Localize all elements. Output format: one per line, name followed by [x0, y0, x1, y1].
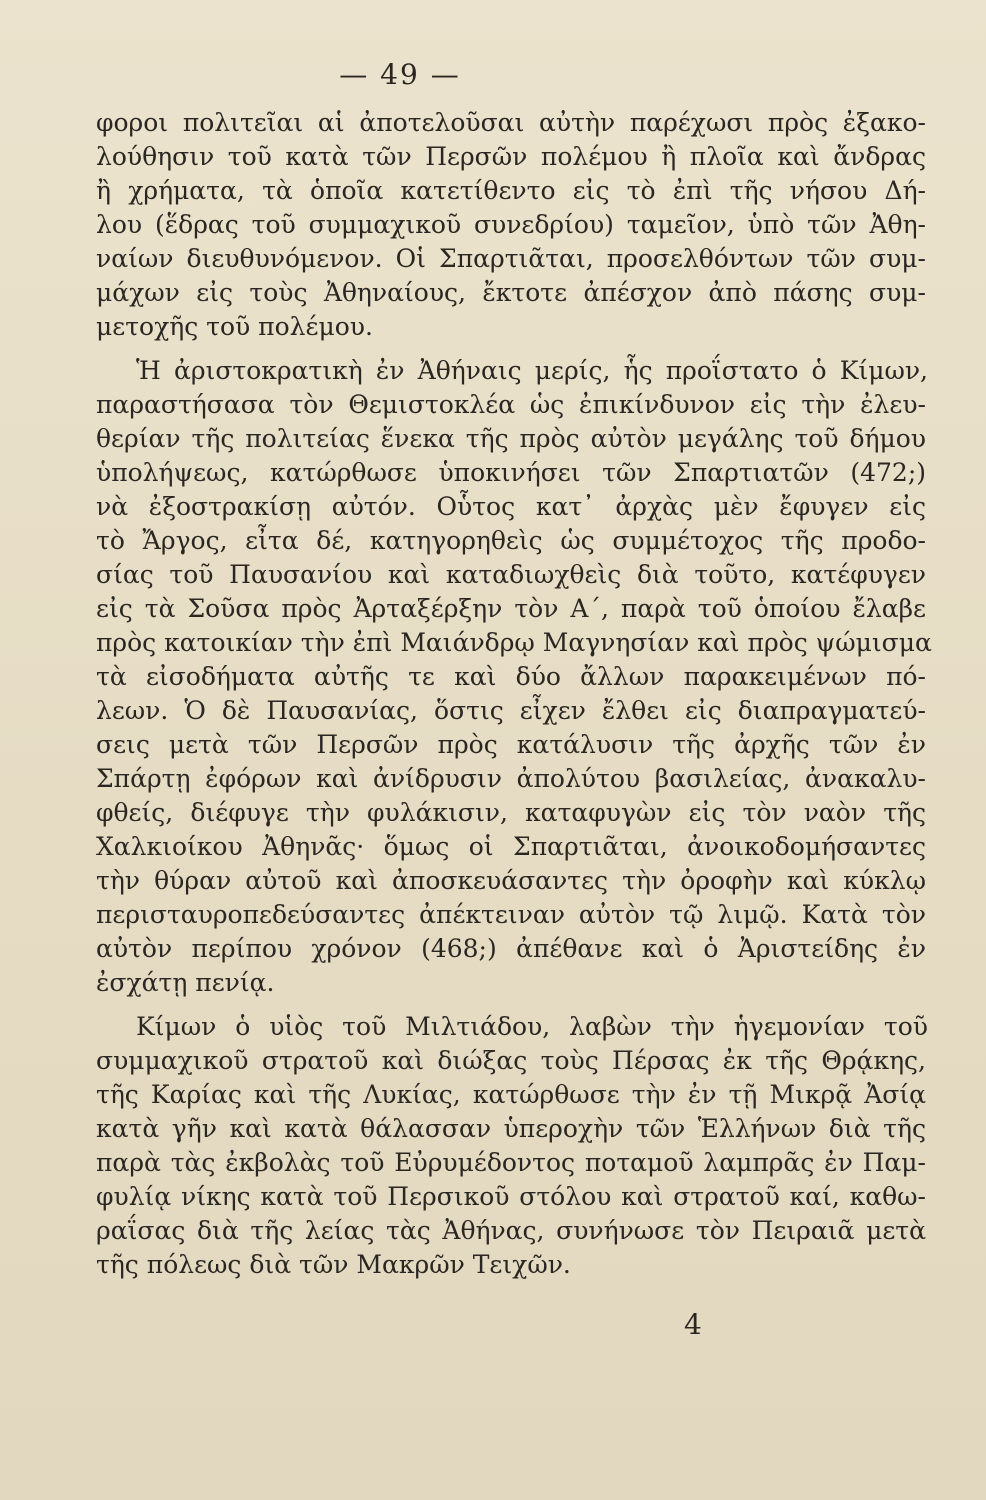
text-line: Σπάρτῃ ἐφόρων καὶ ἀνίδρυσιν ἀπολύτου βασιλείας, ἀνακαλυ- — [96, 764, 926, 793]
text-line: ραΐσας διὰ τῆς λείας τὰς Ἀθήνας, συνήνωσε τὸν Πειραιᾶ μετὰ — [96, 1216, 926, 1245]
text-line: ἐσχάτῃ πενίᾳ. — [96, 968, 275, 997]
text-line: ὑπολήψεως, κατώρθωσε ὑποκινήσει τῶν Σπαρτιατῶν (472;) — [96, 458, 926, 487]
text-line: σεις μετὰ τῶν Περσῶν πρὸς κατάλυσιν τῆς ἀρχῆς τῶν ἐν — [96, 730, 926, 759]
text-line: μάχων εἰς τοὺς Ἀθηναίους, ἔκτοτε ἀπέσχον ἀπὸ πάσης συμ- — [96, 278, 926, 307]
text-line: συμμαχικοῦ στρατοῦ καὶ διώξας τοὺς Πέρσας ἐκ τῆς Θρᾴκης, — [96, 1046, 926, 1075]
page-number: — 49 — — [339, 58, 461, 91]
text-line: λεων. Ὁ δὲ Παυσανίας, ὅστις εἶχεν ἔλθει εἰς διαπραγματεύ- — [96, 696, 926, 725]
text-line: φθείς, διέφυγε τὴν φυλάκισιν, καταφυγὼν εἰς τὸν ναὸν τῆς — [96, 798, 926, 827]
text-line: θερίαν τῆς πολιτείας ἕνεκα τῆς πρὸς αὐτὸν μεγάλης τοῦ δήμου — [96, 424, 926, 453]
text-line: λούθησιν τοῦ κατὰ τῶν Περσῶν πολέμου ἢ πλοῖα καὶ ἄνδρας — [96, 142, 926, 171]
text-line: Χαλκιοίκου Ἀθηνᾶς· ὅμως οἱ Σπαρτιᾶται, ἀνοικοδομήσαντες — [96, 832, 926, 861]
text-line: μετοχῆς τοῦ πολέμου. — [96, 312, 373, 341]
signature-mark: 4 — [684, 1308, 702, 1341]
text-line: φυλίᾳ νίκης κατὰ τοῦ Περσικοῦ στόλου καὶ στρατοῦ καί, καθω- — [96, 1182, 926, 1211]
text-line: Κίμων ὁ υἱὸς τοῦ Μιλτιάδου, λαβὼν τὴν ἡγεμονίαν τοῦ — [136, 1012, 928, 1041]
text-line: φοροι πολιτεῖαι αἱ ἀποτελοῦσαι αὐτὴν παρέχωσι πρὸς ἐξακο- — [96, 108, 926, 137]
text-line: πρὸς κατοικίαν τὴν ἐπὶ Μαιάνδρῳ Μαγνησίαν καὶ πρὸς ψώμισμα — [96, 628, 932, 657]
text-line: αὐτὸν περίπου χρόνον (468;) ἀπέθανε καὶ ὁ Ἀριστείδης ἐν — [96, 934, 926, 963]
text-line: παραστήσασα τὸν Θεμιστοκλέα ὡς ἐπικίνδυνον εἰς τὴν ἐλευ- — [96, 390, 926, 419]
text-line: περισταυροπεδεύσαντες ἀπέκτειναν αὐτὸν τῷ λιμῷ. Κατὰ τὸν — [96, 900, 926, 929]
text-line: κατὰ γῆν καὶ κατὰ θάλασσαν ὑπεροχὴν τῶν Ἑλλήνων διὰ τῆς — [96, 1114, 926, 1143]
text-line: τῆς Καρίας καὶ τῆς Λυκίας, κατώρθωσε τὴν ἐν τῇ Μικρᾷ Ἀσίᾳ — [96, 1080, 926, 1109]
text-line: Ἡ ἀριστοκρατικὴ ἐν Ἀθήναις μερίς, ἧς προΐστατο ὁ Κίμων, — [136, 356, 928, 385]
text-line: λου (ἕδρας τοῦ συμμαχικοῦ συνεδρίου) ταμεῖον, ὑπὸ τῶν Ἀθη- — [96, 210, 926, 239]
text-line: παρὰ τὰς ἐκβολὰς τοῦ Εὐρυμέδοντος ποταμοῦ λαμπρᾶς ἐν Παμ- — [96, 1148, 926, 1177]
text-line: τὸ Ἄργος, εἶτα δέ, κατηγορηθεὶς ὡς συμμέτοχος τῆς προδο- — [96, 526, 926, 555]
text-line: νὰ ἐξοστρακίσῃ αὐτόν. Οὗτος κατ᾽ ἀρχὰς μὲν ἔφυγεν εἰς — [96, 492, 926, 521]
text-line: ἢ χρήματα, τὰ ὁποῖα κατετίθεντο εἰς τὸ ἐπὶ τῆς νήσου Δή- — [96, 176, 926, 205]
text-line: τὰ εἰσοδήματα αὐτῆς τε καὶ δύο ἄλλων παρακειμένων πό- — [96, 662, 926, 691]
text-line: εἰς τὰ Σοῦσα πρὸς Ἀρταξέρξην τὸν Α΄, παρὰ τοῦ ὁποίου ἔλαβε — [96, 594, 926, 623]
text-line: ναίων διευθυνόμενον. Οἱ Σπαρτιᾶται, προσελθόντων τῶν συμ- — [96, 244, 926, 273]
text-line: σίας τοῦ Παυσανίου καὶ καταδιωχθεὶς διὰ τοῦτο, κατέφυγεν — [96, 560, 926, 589]
text-line: τῆς πόλεως διὰ τῶν Μακρῶν Τειχῶν. — [96, 1250, 571, 1279]
text-line: τὴν θύραν αὐτοῦ καὶ ἀποσκευάσαντες τὴν ὀροφὴν καὶ κύκλῳ — [96, 866, 926, 895]
